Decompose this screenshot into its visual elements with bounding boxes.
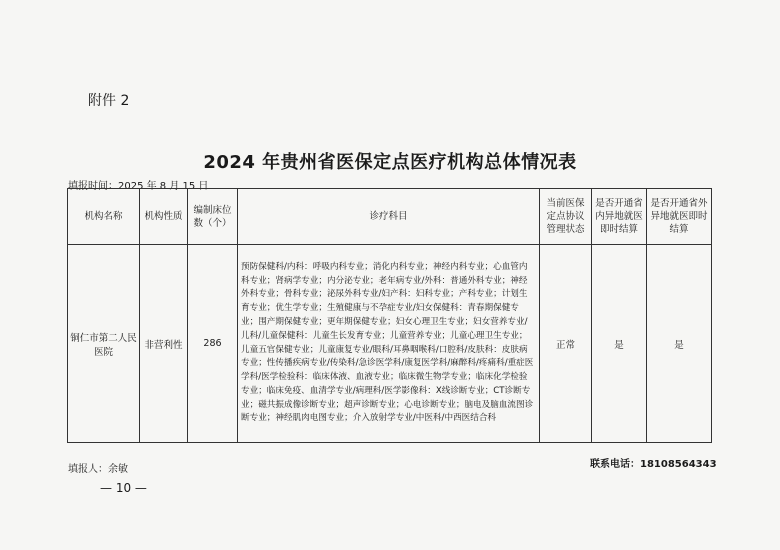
header-name: 机构名称	[68, 189, 140, 245]
table-row	[68, 245, 712, 443]
header-beds: 编制床位数（个）	[188, 189, 238, 245]
filler-label: 填报人：余敏	[68, 464, 128, 475]
attachment-label: 附件 2	[88, 93, 130, 109]
page-number: — 10 —	[100, 481, 147, 495]
summary-table	[67, 188, 712, 443]
header-scope: 诊疗科目	[238, 189, 540, 245]
header-in-province: 是否开通省内异地就医即时结算	[592, 189, 647, 245]
cell-scope: 预防保健科/内科：呼吸内科专业；消化内科专业；神经内科专业；心血管内科专业；肾病学专业；内分泌专业；老年病专业/外科：普通外科专业；神经外科专业；骨科专业；泌尿外科专业/妇产科：妇科专业；产科专业；计划生育专业；优生学专业；生殖健康与不孕症专业/妇女保健科：青春期保健专业；围产期保健专业；更年期保健专业；妇女心理卫生专业；妇女营养专业/儿科/儿童保健科：儿童生长发育专业；儿童营养专业；儿童心理卫生专业；儿童五官保健专业；儿童康复专业/眼科/耳鼻咽喉科/口腔科/皮肤科：皮肤病专业；性传播疾病专业/传染科/急诊医学科/康复医学科/麻醉科/疼痛科/重症医学科/医学检验科：临床体液、血液专业；临床微生物学专业；临床化学检验专业；临床免疫、血清学专业/病理科/医学影像科：X线诊断专业；CT诊断专业；磁共振成像诊断专业；超声诊断专业；心电诊断专业；脑电及脑血流图诊断专业；神经肌肉电图专业；介入放射学专业/中医科/中西医结合科	[238, 245, 540, 443]
cell-beds: 286	[188, 245, 238, 443]
cell-status: 正常	[540, 245, 592, 443]
page-title: 2024 年贵州省医保定点医疗机构总体情况表	[203, 152, 577, 173]
cell-nature: 非营利性	[140, 245, 188, 443]
fill-time: 填报时间：2025 年 8 月 15 日	[68, 181, 209, 192]
contact-phone: 联系电话：18108564343	[590, 459, 717, 470]
cell-out-province: 是	[647, 245, 712, 443]
header-out-province: 是否开通省外异地就医即时结算	[647, 189, 712, 245]
cell-name: 铜仁市第二人民医院	[68, 245, 140, 443]
table-header-row	[68, 189, 712, 245]
cell-in-province: 是	[592, 245, 647, 443]
header-status: 当前医保定点协议管理状态	[540, 189, 592, 245]
header-nature: 机构性质	[140, 189, 188, 245]
